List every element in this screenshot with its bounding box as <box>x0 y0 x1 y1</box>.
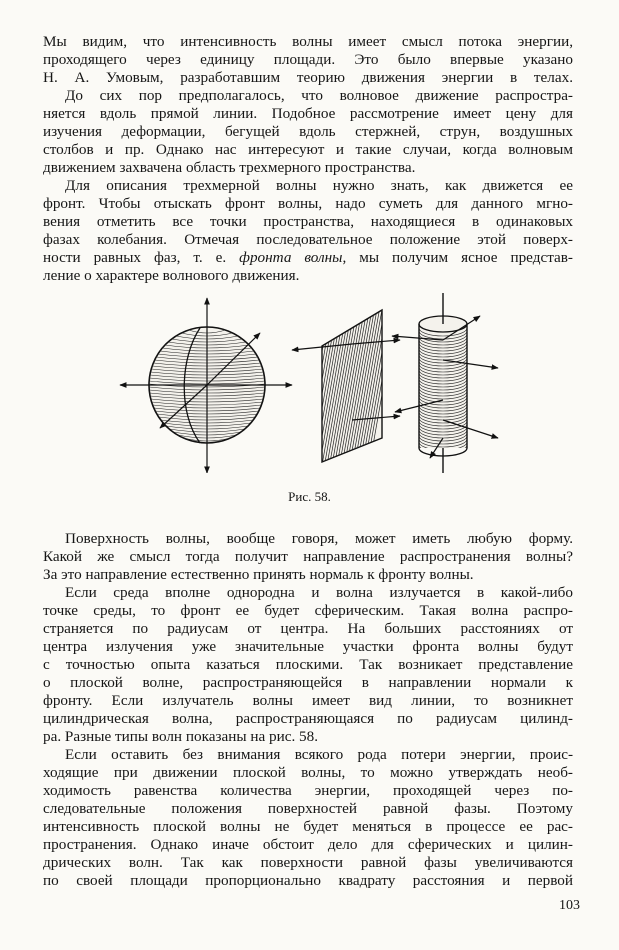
text-line: проходящего через единицу площади. Это было впервые указано <box>43 51 573 68</box>
text-line: До сих пор предполагалось, что волновое движение распростра- <box>65 87 573 104</box>
bottom-text <box>43 530 573 890</box>
text-line: Н. А. Умовым, разработавшим теорию движения энергии в телах. <box>43 69 573 86</box>
text-line: столбов и пр. Однако нас интересуют и такие случаи, когда волновым <box>43 141 573 158</box>
wave-types-illustration <box>100 288 520 473</box>
text-line: Какой же смысл тогда получит направление распространения волны? <box>43 548 573 565</box>
figure-58 <box>100 288 520 473</box>
text-line: точке среды, то фронт ее будет сферическим. Такая волна распро- <box>43 602 573 619</box>
text-line: Мы видим, что интенсивность волны имеет смысл потока энергии, <box>43 33 573 50</box>
text-line: о плоской волне, распространяющейся в направлении нормали к <box>43 674 573 691</box>
top-text <box>43 33 573 285</box>
text-line: За это направление естественно принять нормаль к фронту волны. <box>43 566 474 583</box>
text-line: следовательные положения поверхностей равной фазы. Поэтому <box>43 800 573 817</box>
text-line: с точностью опыта казаться плоскими. Так возникает представление <box>43 656 573 673</box>
text-line: ра. Разные типы волн показаны на рис. 58. <box>43 728 319 745</box>
text-line: движением захвачена область трехмерного пространства. <box>43 159 416 176</box>
text-line: изучения деформации, бегущей вдоль стержней, струн, воздушных <box>43 123 573 140</box>
text-line: центра излучения уже значительные участки фронта волны будут <box>43 638 573 655</box>
text-line: фронт. Чтобы отыскать фронт волны, надо суметь для данного мгно- <box>43 195 573 212</box>
text-line-with-term <box>43 249 573 267</box>
text-line: няется вдоль прямой линии. Подобное рассмотрение имеет цену для <box>43 105 573 122</box>
text-line: дрических волн. Так как поверхности равной фазы увеличиваются <box>43 854 573 871</box>
text-fragment: , мы получим ясное представ- <box>342 249 573 266</box>
text-line: ление о характере волнового движения. <box>43 267 300 284</box>
text-line: Если оставить без внимания всякого рода потери энергии, проис- <box>65 746 573 763</box>
text-line: по своей площади пропорционально квадрату расстояния и первой <box>43 872 573 889</box>
text-fragment: ности равных фаз, т. е. <box>43 249 240 266</box>
text-line: фронту. Если излучатель волны имеет вид линии, то возникнет <box>43 692 573 709</box>
italic-term: фронта волны <box>239 249 343 266</box>
text-line: вения отметить все точки пространства, находящиеся в одинаковых <box>43 213 573 230</box>
page-number: 103 <box>559 898 580 913</box>
text-line: цилиндрическая волна, распространяющаяся по радиусам цилинд- <box>43 710 573 727</box>
text-line: пространения. Однако иначе обстоит дело для сферических и цилин- <box>43 836 573 853</box>
text-line: Поверхность волны, вообще говоря, может иметь любую форму. <box>65 530 573 547</box>
text-line: страняется по радиусам от центра. На больших расстояниях от <box>43 620 573 637</box>
text-line: интенсивность плоской волны не будет меняться в процессе ее рас- <box>43 818 573 835</box>
text-line: Если среда вполне однородна и волна излучается в какой-либо <box>65 584 573 601</box>
text-line: фазах колебания. Отмечая последовательное положение этой поверх- <box>43 231 573 248</box>
plane-wave <box>284 298 400 468</box>
text-line: ходимость равенства количества энергии, проходящей через по- <box>43 782 573 799</box>
cylindrical-wave <box>392 293 498 473</box>
text-line: Для описания трехмерной волны нужно знать, как движется ее <box>65 177 573 194</box>
figure-caption: Рис. 58. <box>288 489 331 504</box>
text-line: ходящие при движении плоской волны, то можно утверждать необ- <box>43 764 573 781</box>
spherical-wave <box>120 298 292 473</box>
